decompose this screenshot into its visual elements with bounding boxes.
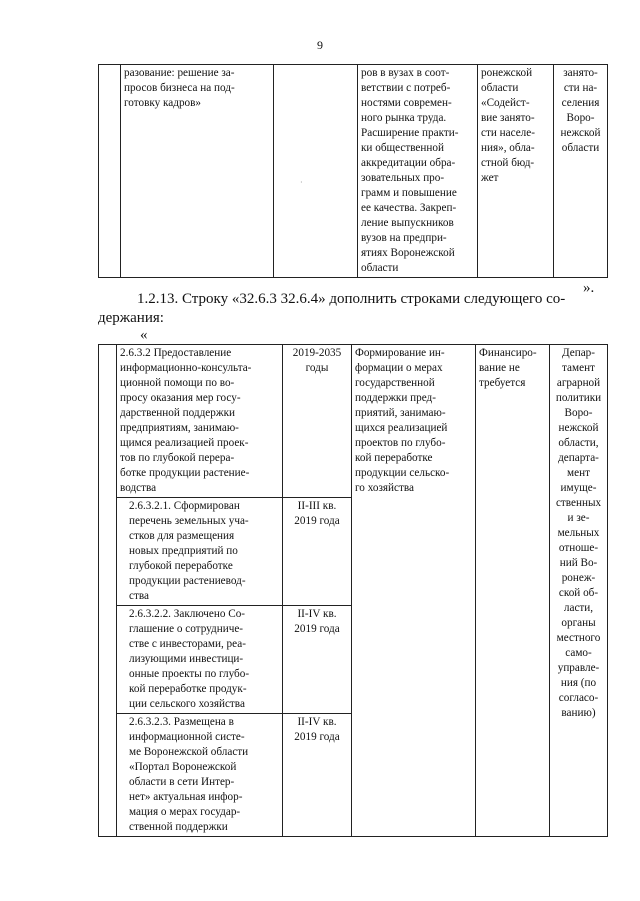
top-col6: занято- сти на- селения Воро- нежской области <box>554 65 608 278</box>
subrow-period: II-IV кв. 2019 года <box>283 606 352 714</box>
open-quote: « <box>140 327 148 343</box>
top-col5: ронежской области «Содейст- вие занято- сти населе- ния», обла- стной бюд- жет <box>478 65 554 278</box>
measure-name: 2.6.3.2 Предоставление информационно-консульта- ционной помощи по во- просу оказания мер госу- дарственной поддержки предприятиям, занимаю- щимся реализацией проек- тов по глубокой перера- ботке продукции растение- водства <box>117 345 283 498</box>
subrow-name: 2.6.3.2.1. Сформирован перечень земельных уча- стков для размещения новых предприятий по глубокой переработке продукции растениевод- ства <box>117 498 283 606</box>
top-col2: разование: решение за- просов бизнеса на под- готовку кадров» <box>121 65 274 278</box>
subrow-name: 2.6.3.2.3. Размещена в информационной систе- ме Воронежской области «Портал Воронежской области в сети Интер- нет» актуальная инфор- мация о мерах государ- ственной поддержки <box>117 714 283 837</box>
top-table <box>98 64 608 278</box>
measure-result: Формирование ин- формации о мерах государственной поддержки пред- приятий, занимаю- щихся реализацией проектов по глубо- кой переработке продукции сельско- го хозяйства <box>352 345 476 837</box>
top-col3 <box>274 65 358 278</box>
subrow-period: II-IV кв. 2019 года <box>283 714 352 837</box>
top-col4: ров в вузах в соот- ветствии с потреб- ностями современ- ного рынка труда. Расширение практи- ки общественной аккредитации обра- зовательных про- грамм и повышение ее качества. Закреп- ление выпускников вузов на предпри- ятиях Воронежской области <box>358 65 478 278</box>
measure-period: 2019-2035 годы <box>283 345 352 498</box>
subrow-period: II-III кв. 2019 года <box>283 498 352 606</box>
measure-financing: Финансиро- вание не требуется <box>476 345 550 837</box>
top-col1 <box>99 65 121 278</box>
measure-executor: Депар- тамент аграрной политики Воро- нежской области, департа- мент имуще- ственных и зе- мельных отноше- ний Во- ронеж- ской об- ласти, органы местного само- управле- ния (по согласо- ванию) <box>550 345 608 837</box>
subrow-name: 2.6.3.2.2. Заключено Со- глашение о сотрудниче- стве с инвесторами, реа- лизующими инвестици- онные проекты по глубо- кой переработке продук- ции сельского хозяйства <box>117 606 283 714</box>
page-number: 9 <box>317 38 323 52</box>
margin-mark: · <box>300 178 303 187</box>
close-quote: ». <box>583 280 595 296</box>
main-table <box>98 344 608 837</box>
empty-number-cell <box>99 345 117 837</box>
paragraph-line-1: 1.2.13. Строку «32.6.3 32.6.4» дополнить строками следующего со- <box>137 291 566 307</box>
paragraph-line-2: держания: <box>98 310 164 326</box>
table-row <box>99 345 608 498</box>
